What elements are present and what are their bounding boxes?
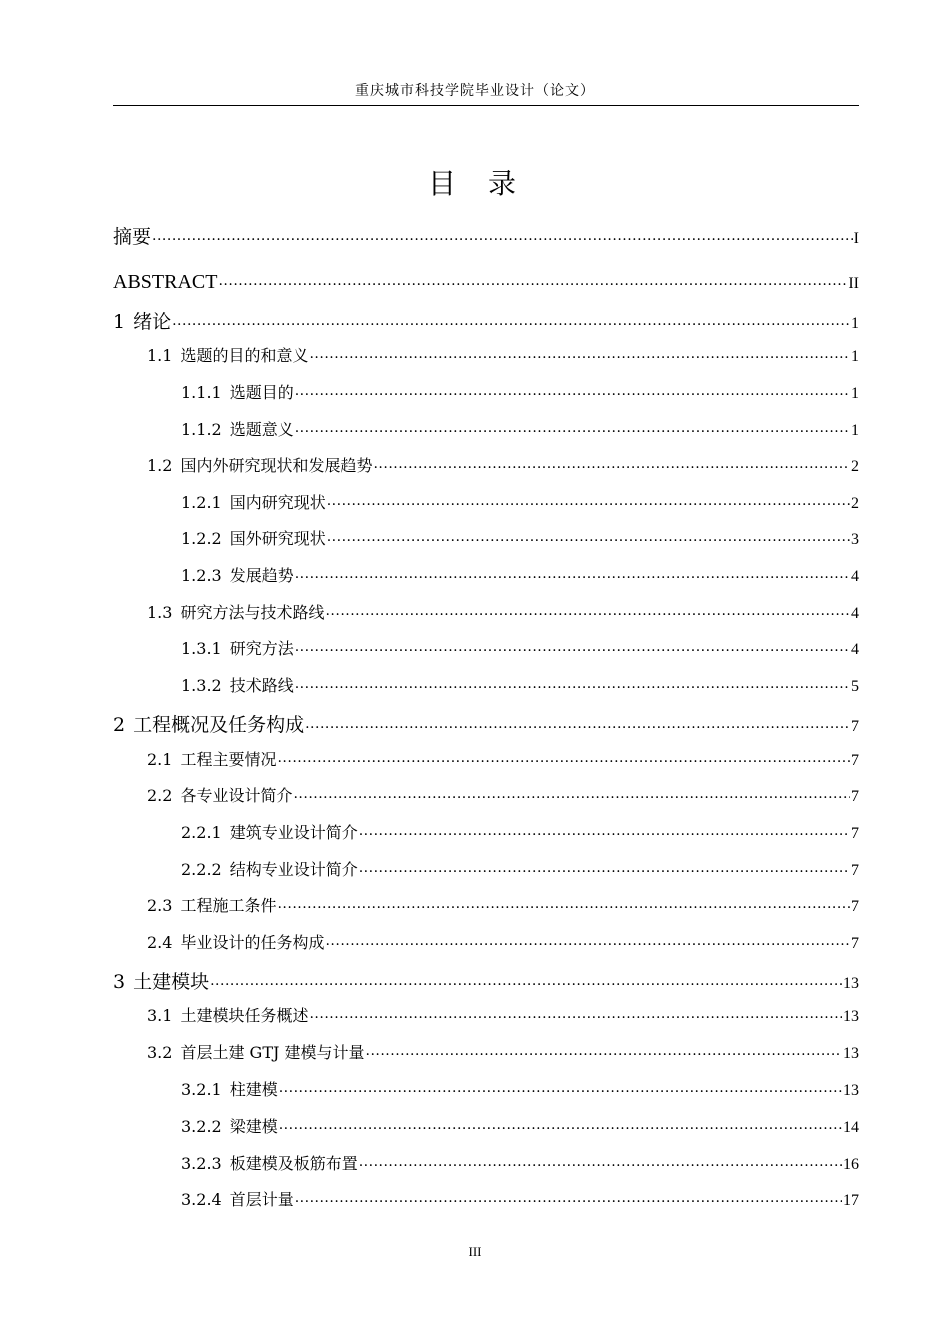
toc-entry-page: 7 xyxy=(851,862,859,879)
toc-entry[interactable] xyxy=(147,1003,859,1026)
toc-entry-label: 绪论 xyxy=(133,311,172,333)
toc-entry-page: 4 xyxy=(851,641,859,658)
toc-entry[interactable] xyxy=(181,857,859,880)
toc-entry-label: 选题意义 xyxy=(229,420,294,439)
toc-entry-number: 1.1.1 xyxy=(181,383,222,402)
toc-leader-dots xyxy=(295,565,850,581)
toc-entry-label: 摘要 xyxy=(113,226,152,248)
toc-entry[interactable] xyxy=(113,710,859,737)
toc-entry-number: 3.2.4 xyxy=(181,1190,222,1209)
toc-entry-number: 3.2.2 xyxy=(181,1117,222,1136)
toc-entry-page: 16 xyxy=(843,1156,859,1173)
toc-leader-dots xyxy=(172,309,850,328)
toc-entry-page: 13 xyxy=(843,1082,859,1099)
toc-entry-page: 2 xyxy=(851,495,859,512)
toc-leader-dots xyxy=(295,675,850,691)
toc-entry[interactable] xyxy=(181,820,859,843)
toc-title xyxy=(0,162,950,202)
toc-entry-number: 1.1.2 xyxy=(181,420,222,439)
toc-entry-page: 7 xyxy=(851,752,859,769)
toc-entry-label: 土建模块 xyxy=(133,971,210,993)
toc-entry-number: 3.2 xyxy=(147,1043,173,1062)
toc-leader-dots xyxy=(152,224,853,243)
toc-entry-page: 14 xyxy=(843,1119,859,1136)
toc-entry-number: 2.2.1 xyxy=(181,823,222,842)
toc-entry-page: 7 xyxy=(851,718,859,735)
toc-leader-dots xyxy=(218,269,847,288)
toc-entry-page: 1 xyxy=(851,385,859,402)
toc-leader-dots xyxy=(366,1042,843,1058)
toc-entry-label: 技术路线 xyxy=(229,676,294,695)
toc-entry-page: 7 xyxy=(851,935,859,952)
toc-entry-number: 1.3.1 xyxy=(181,639,222,658)
toc-leader-dots xyxy=(327,528,850,544)
toc-entry-label: 发展趋势 xyxy=(229,566,294,585)
toc-entry-label: 首层土建 GTJ 建模与计量 xyxy=(180,1043,365,1062)
toc-leader-dots xyxy=(295,638,850,654)
toc-entry-label: 国内外研究现状和发展趋势 xyxy=(180,456,373,475)
toc-entry[interactable] xyxy=(147,343,859,366)
toc-entry-page: 7 xyxy=(851,825,859,842)
toc-entry-label: 土建模块任务概述 xyxy=(180,1006,309,1025)
toc-entry-page: 13 xyxy=(843,975,859,992)
toc-entry-label: 各专业设计简介 xyxy=(180,786,293,805)
toc-leader-dots xyxy=(295,1189,842,1205)
toc-entry-label: 梁建模 xyxy=(229,1117,278,1136)
toc-entry-number: 2.2 xyxy=(147,786,173,805)
toc-entry[interactable] xyxy=(181,526,859,549)
toc-entry[interactable] xyxy=(147,600,859,623)
toc-entry[interactable] xyxy=(181,490,859,513)
toc-entry[interactable] xyxy=(113,307,859,334)
toc-entry-label: 选题目的 xyxy=(229,383,294,402)
toc-entry-number: 1.3 xyxy=(147,603,173,622)
toc-entry-number: 2.4 xyxy=(147,933,173,952)
toc-leader-dots xyxy=(210,969,842,988)
toc-entry-label: 板建模及板筋布置 xyxy=(229,1154,358,1173)
toc-leader-dots xyxy=(295,382,850,398)
toc-entry-number: 2 xyxy=(113,714,126,736)
toc-entry[interactable] xyxy=(181,1151,859,1174)
toc-leader-dots xyxy=(279,1116,842,1132)
toc-entry-number: 3.2.3 xyxy=(181,1154,222,1173)
toc-entry-page: 4 xyxy=(851,605,859,622)
toc-entry-page: 1 xyxy=(851,348,859,365)
toc-entry-page: II xyxy=(848,275,859,292)
toc-entry-label: 工程主要情况 xyxy=(180,750,277,769)
toc-entry[interactable] xyxy=(147,783,859,806)
toc-entry[interactable] xyxy=(181,1077,859,1100)
toc-leader-dots xyxy=(295,419,850,435)
toc-entry[interactable] xyxy=(181,1114,859,1137)
toc-entry[interactable] xyxy=(113,222,859,249)
toc-entry-label: 毕业设计的任务构成 xyxy=(180,933,325,952)
toc-entry-number: 2.2.2 xyxy=(181,860,222,879)
toc-entry-page: 4 xyxy=(851,568,859,585)
toc-leader-dots xyxy=(359,822,850,838)
toc-entry-page: 1 xyxy=(851,422,859,439)
toc-entry-page: 7 xyxy=(851,898,859,915)
toc-entry[interactable] xyxy=(181,636,859,659)
toc-entry-label: 研究方法与技术路线 xyxy=(180,603,325,622)
toc-entry-page: 17 xyxy=(843,1192,859,1209)
toc-entry-number: 3 xyxy=(113,971,126,993)
toc-entry-label: 首层计量 xyxy=(229,1190,294,1209)
toc-entry[interactable] xyxy=(181,417,859,440)
toc-entry[interactable] xyxy=(181,380,859,403)
toc-entry[interactable] xyxy=(113,967,859,994)
toc-leader-dots xyxy=(277,895,850,911)
toc-entry-page: 5 xyxy=(851,678,859,695)
toc-entry-label: 柱建模 xyxy=(229,1080,278,1099)
toc-entry-label: 工程施工条件 xyxy=(180,896,277,915)
toc-entry[interactable] xyxy=(147,930,859,953)
toc-entry-page: I xyxy=(853,230,859,247)
toc-leader-dots xyxy=(277,749,850,765)
toc-entry-label: 国外研究现状 xyxy=(229,529,326,548)
toc-entry-label: 工程概况及任务构成 xyxy=(133,714,305,736)
toc-entry-number: 3.1 xyxy=(147,1006,173,1025)
toc-entry-page: 3 xyxy=(851,531,859,548)
toc-leader-dots xyxy=(279,1079,842,1095)
toc-entry-label: ABSTRACT xyxy=(113,271,218,293)
toc-leader-dots xyxy=(309,345,850,361)
toc-entry[interactable] xyxy=(147,893,859,916)
toc-entry-number: 1.2 xyxy=(147,456,173,475)
toc-entry-page: 1 xyxy=(851,315,859,332)
toc-entry-page: 2 xyxy=(851,458,859,475)
toc-entry-page: 7 xyxy=(851,788,859,805)
toc-title-part2: 录 xyxy=(488,167,523,200)
toc-entry-number: 2.1 xyxy=(147,750,173,769)
toc-leader-dots xyxy=(359,1153,842,1169)
toc-entry-label: 建筑专业设计简介 xyxy=(229,823,358,842)
toc-entry-number: 1.2.3 xyxy=(181,566,222,585)
toc-leader-dots xyxy=(293,785,850,801)
toc-leader-dots xyxy=(309,1005,842,1021)
header-divider xyxy=(113,105,859,106)
toc-entry-number: 1.3.2 xyxy=(181,676,222,695)
toc-entry-number: 1 xyxy=(113,311,126,333)
toc-entry-page: 13 xyxy=(843,1008,859,1025)
toc-entry-number: 1.1 xyxy=(147,346,173,365)
toc-entry[interactable] xyxy=(181,1187,859,1210)
page-header: 重庆城市科技学院毕业设计（论文） xyxy=(355,83,595,99)
toc-entry[interactable] xyxy=(113,269,859,294)
toc-entry[interactable] xyxy=(147,453,859,476)
toc-entry[interactable] xyxy=(181,563,859,586)
toc-entry-page: 13 xyxy=(843,1045,859,1062)
toc-entry[interactable] xyxy=(147,1040,859,1063)
toc-entry-label: 选题的目的和意义 xyxy=(180,346,309,365)
toc-entry-label: 结构专业设计简介 xyxy=(229,860,358,879)
toc-entry-label: 研究方法 xyxy=(229,639,294,658)
toc-leader-dots xyxy=(327,492,850,508)
toc-entry[interactable] xyxy=(181,673,859,696)
toc-entry[interactable] xyxy=(147,747,859,770)
toc-leader-dots xyxy=(373,455,850,471)
toc-entry-number: 3.2.1 xyxy=(181,1080,222,1099)
toc-leader-dots xyxy=(325,932,850,948)
toc-entry-number: 1.2.1 xyxy=(181,493,222,512)
page-number: III xyxy=(468,1244,482,1259)
toc-title-part1: 目 xyxy=(427,167,462,200)
toc-leader-dots xyxy=(325,602,850,618)
toc-leader-dots xyxy=(359,859,850,875)
toc-entry-label: 国内研究现状 xyxy=(229,493,326,512)
toc-entry-number: 1.2.2 xyxy=(181,529,222,548)
toc-leader-dots xyxy=(305,712,850,731)
toc-entry-number: 2.3 xyxy=(147,896,173,915)
